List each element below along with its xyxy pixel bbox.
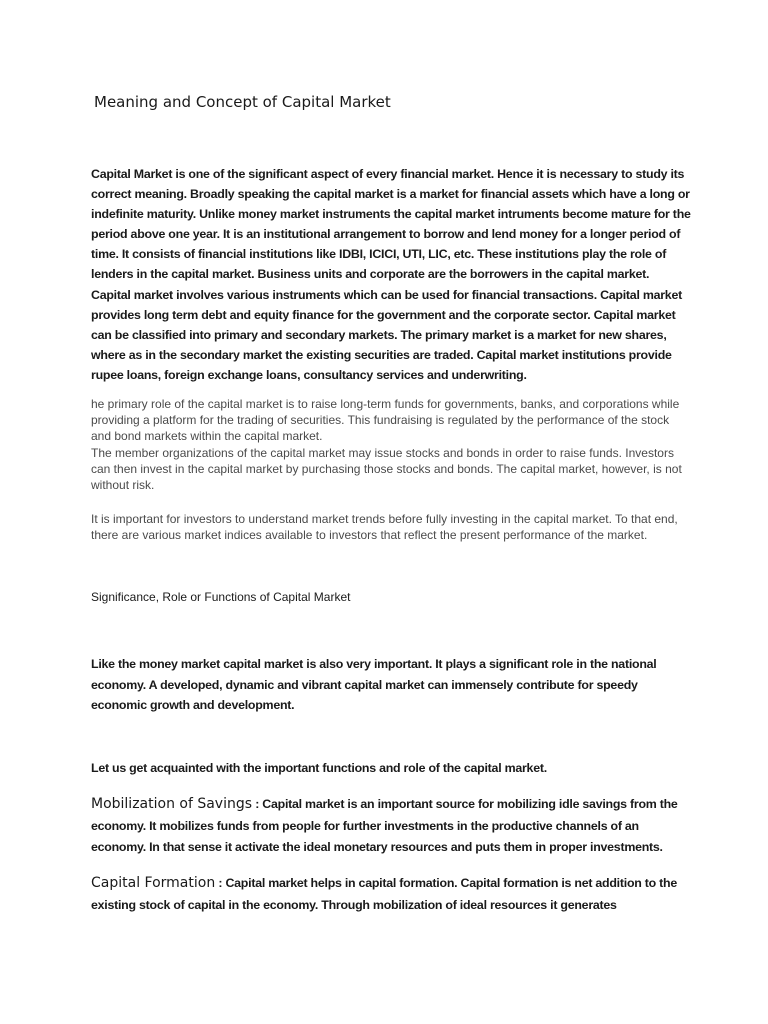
document-title: Meaning and Concept of Capital Market <box>94 93 391 111</box>
mobilization-section <box>91 794 691 859</box>
functions-intro-paragraph: Let us get acquainted with the important functions and role of the capital market. <box>91 761 547 775</box>
capital-formation-section <box>91 873 691 916</box>
intro-paragraph: Capital Market is one of the significant aspect of every financial market. Hence it is necessary to study its correct meaning. Broadly speaking the capital market is a market for financial assets which have a long or indefinite maturity. Unlike money market instruments the capital market intruments become mature for the period above one year. It is an institutional arrangement to borrow and lend money for a longer period of time. It consists of financial institutions like IDBI, ICICI, UTI, LIC, etc. These institutions play the role of lenders in the capital market. Business units and corporate are the borrowers in the capital market. Capital market involves various instruments which can be used for financial transactions. Capital market provides long term debt and equity finance for the government and the corporate sector. Capital market can be classified into primary and secondary markets. The primary market is a market for new shares, where as in the secondary market the existing securities are traded. Capital market institutions provide rupee loans, foreign exchange loans, consultancy services and underwriting. <box>91 167 691 382</box>
member-organizations-paragraph: The member organizations of the capital market may issue stocks and bonds in order to raise funds. Investors can then invest in the capital market by purchasing those stocks and bonds. The capital market, however, is not without risk. <box>91 446 682 492</box>
mobilization-text: : Capital market is an important source for mobilizing idle savings from the economy. It mobilizes funds from people for further investments in the productive channels of an economy. In that sense it activate the ideal monetary resources and puts them in proper investments. <box>91 797 678 854</box>
market-trends-paragraph: It is important for investors to understand market trends before fully investing in the capital market. To that end, there are various market indices available to investors that reflect the present performance of the market. <box>91 512 678 542</box>
mobilization-title: Mobilization of Savings <box>91 796 253 812</box>
importance-paragraph: Like the money market capital market is also very important. It plays a significant role in the national economy. A developed, dynamic and vibrant capital market can immensely contribute for speedy economic growth and development. <box>91 657 657 712</box>
capital-formation-title: Capital Formation <box>91 875 216 891</box>
capital-formation-text: : Capital market helps in capital formation. Capital formation is net addition to the existing stock of capital in the economy. Through mobilization of ideal resources it generates <box>91 876 677 912</box>
section-heading: Significance, Role or Functions of Capital Market <box>91 590 351 604</box>
primary-role-paragraph: he primary role of the capital market is to raise long-term funds for governments, banks, and corporations while providing a platform for the trading of securities. This fundraising is regulated by the performance of the stock and bond markets within the capital market. <box>91 397 680 443</box>
